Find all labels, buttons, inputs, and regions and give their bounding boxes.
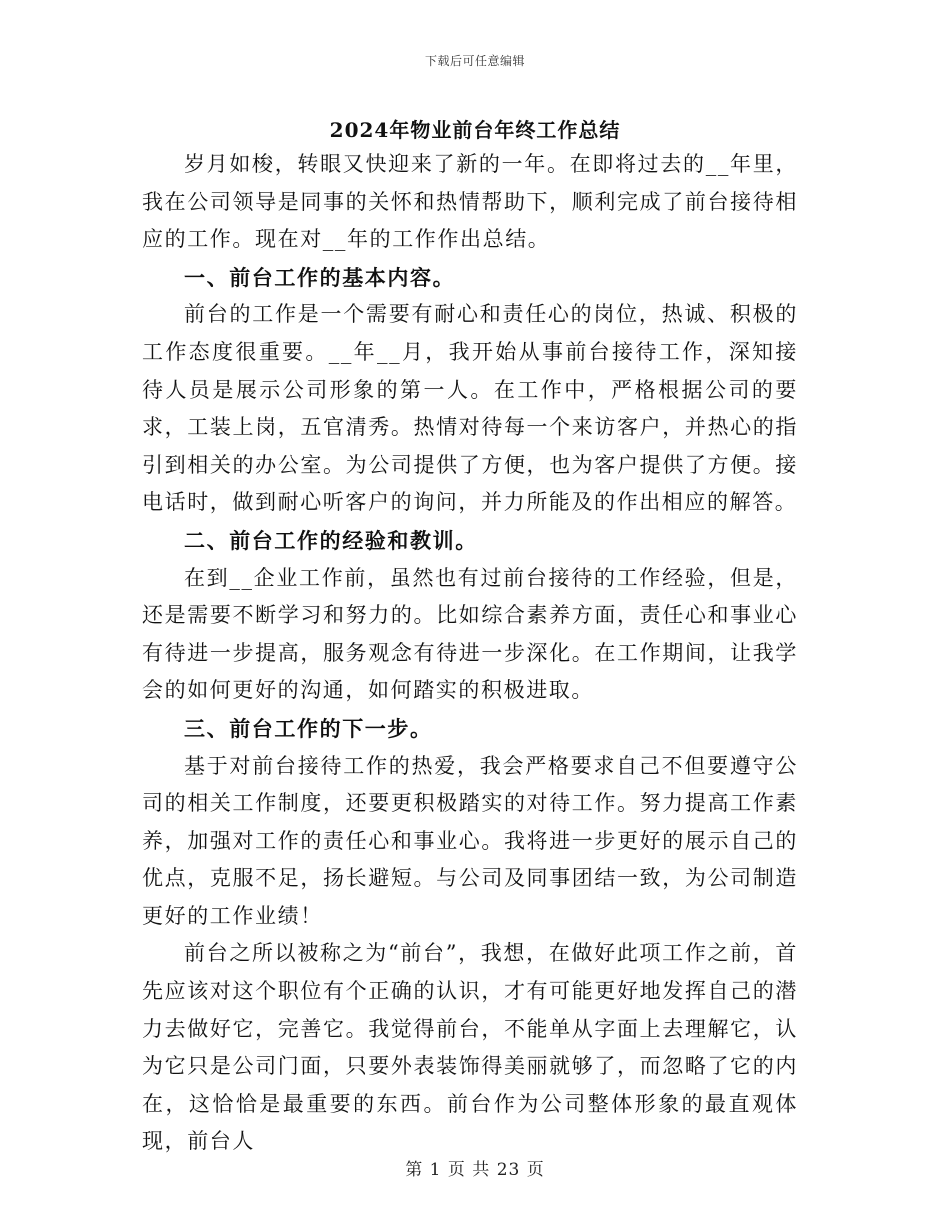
section-heading-1: 一、前台工作的基本内容。: [184, 264, 456, 290]
section-heading-2: 二、前台工作的经验和教训。: [184, 527, 478, 553]
document-title: 2024年物业前台年终工作总结: [329, 118, 621, 142]
paragraph-front-desk: 前台之所以被称之为“前台”，我想，在做好此项工作之前，首先应该对这个职位有个正确的认识，才有可能更好地发挥自己的潜力去做好它，完善它。我觉得前台，不能单从字面上去理解它，认为它只是公司门面，只要外表装饰得美丽就够了，而忽略了它的内在，这恰恰是最重要的东西。前台作为公司整体形象的最直观体现，前台人: [142, 941, 798, 1154]
header-note: 下载后可任意编辑: [424, 54, 525, 68]
paragraph-section-3: 基于对前台接待工作的热爱，我会严格要求自己不但要遵守公司的相关工作制度，还要更积极踏实的对待工作。努力提高工作素养，加强对工作的责任心和事业心。我将进一步更好的展示自己的优点，克服不足，扬长避短。与公司及同事团结一致，为公司制造更好的工作业绩！: [142, 753, 798, 928]
paragraph-section-1: 前台的工作是一个需要有耐心和责任心的岗位，热诚、积极的工作态度很重要。__年__月，我开始从事前台接待工作，深知接待人员是展示公司形象的第一人。在工作中，严格根据公司的要求，工装上岗，五官清秀。热情对待每一个来访客户，并热心的指引到相关的办公室。为公司提供了方便，也为客户提供了方便。接电话时，做到耐心听客户的询问，并力所能及的作出相应的解答。: [142, 302, 798, 515]
page-footer: 第 1 页 共 23 页: [405, 1160, 545, 1180]
paragraph-section-2: 在到__企业工作前，虽然也有过前台接待的工作经验，但是，还是需要不断学习和努力的。比如综合素养方面，责任心和事业心有待进一步提高，服务观念有待进一步深化。在工作期间，让我学会的如何更好的沟通，如何踏实的积极进取。: [142, 565, 798, 703]
paragraph-intro: 岁月如梭，转眼又快迎来了新的一年。在即将过去的__年里，我在公司领导是同事的关怀和热情帮助下，顺利完成了前台接待相应的工作。现在对__年的工作作出总结。: [142, 152, 798, 252]
section-heading-3: 三、前台工作的下一步。: [184, 715, 433, 741]
document-body: [142, 146, 798, 1161]
